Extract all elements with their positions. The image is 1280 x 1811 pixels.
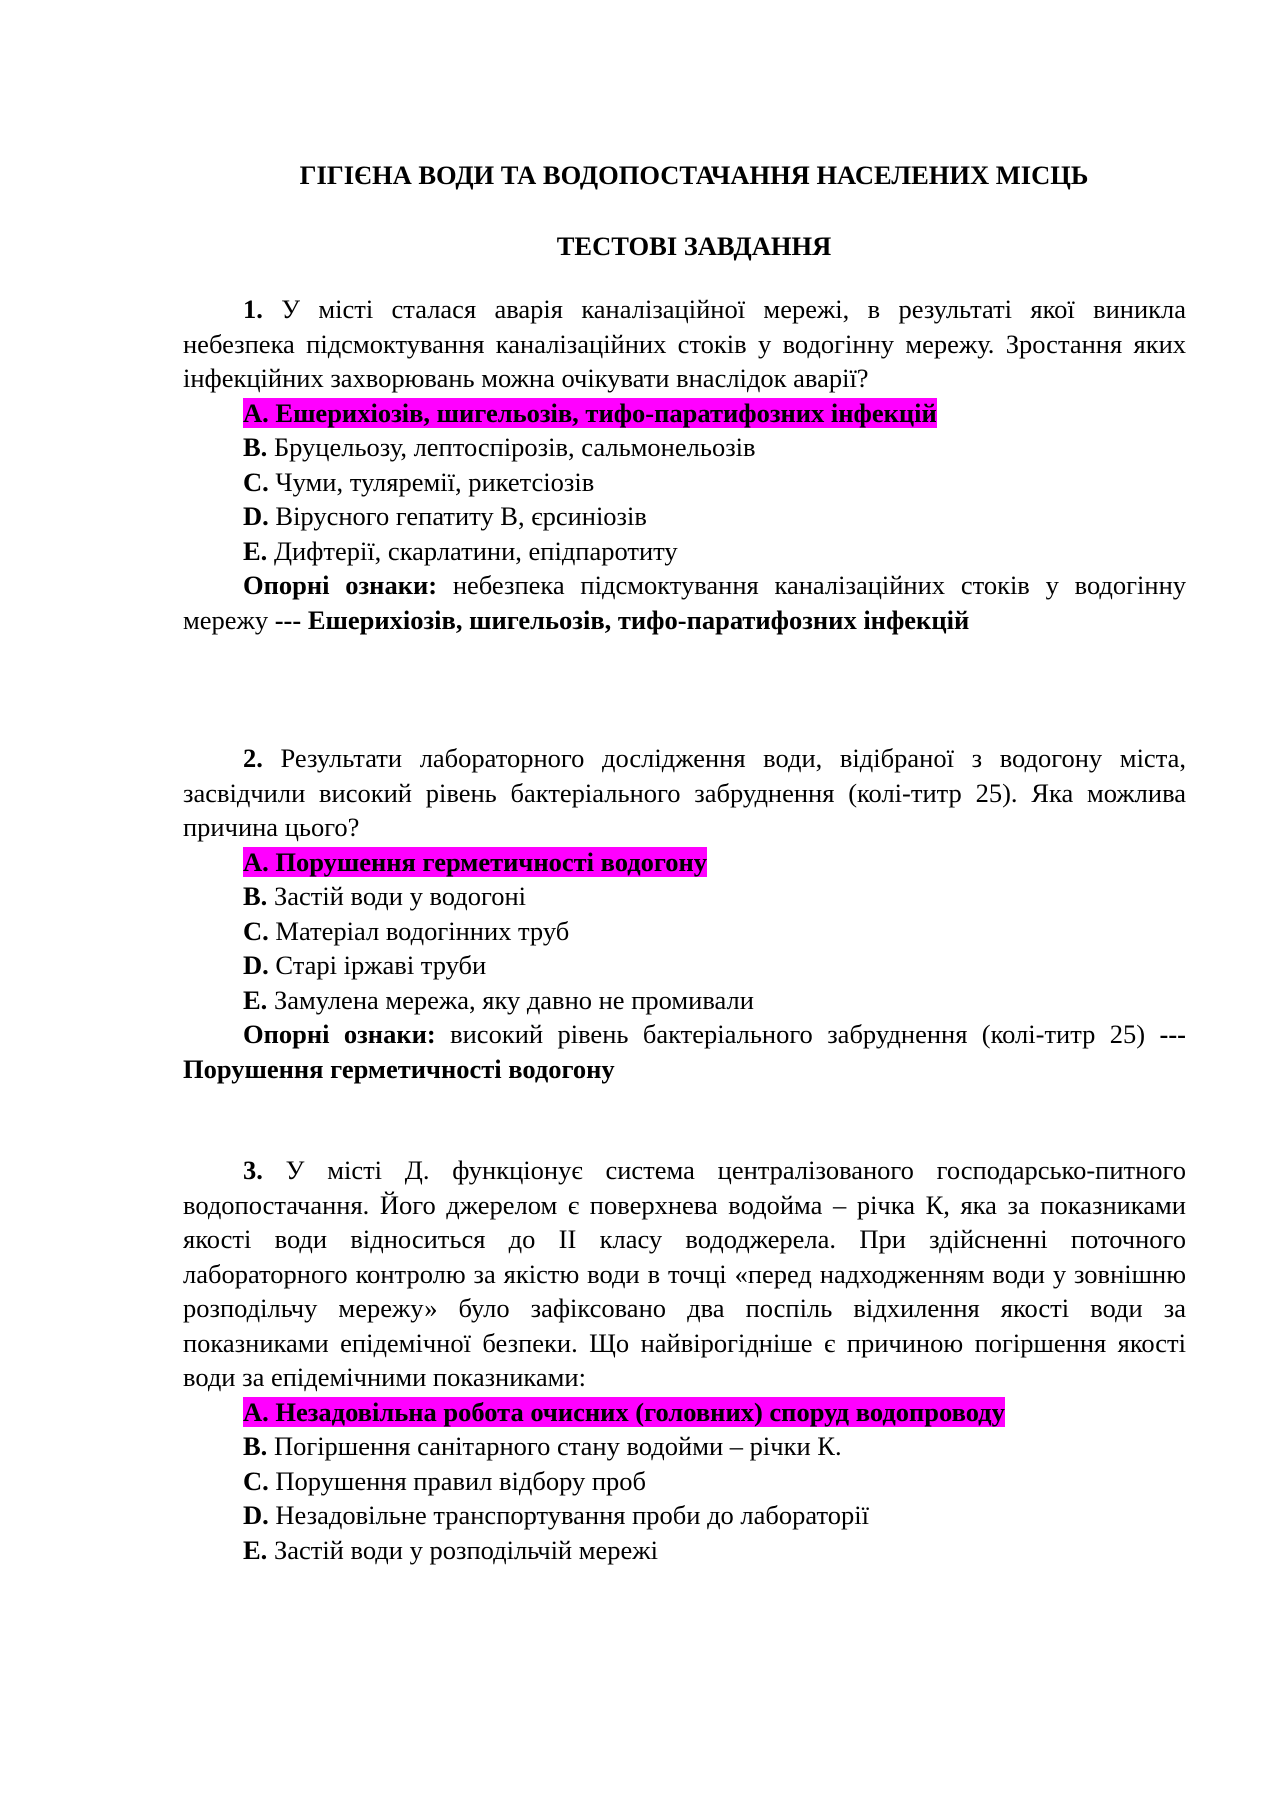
correct-answer: A. Ешерихіозів, шигельозів, тифо-паратифозних інфекцій (243, 397, 937, 428)
option-text: Матеріал водогінних труб (268, 915, 570, 946)
question-number: 2. (243, 743, 263, 773)
answer-option-a (243, 845, 1186, 880)
question-text (183, 741, 1186, 845)
answer-option-c (243, 465, 1186, 500)
answer-option-b (243, 430, 1186, 465)
key-label: Опорні ознаки: (243, 1019, 436, 1049)
question-3 (183, 1153, 1186, 1567)
document-subtitle: ТЕСТОВІ ЗАВДАННЯ (556, 231, 832, 261)
option-text: Застій води у розподільчій мережі (267, 1534, 658, 1565)
option-text: Старі іржаві труби (268, 950, 487, 980)
option-letter: B. (243, 1431, 268, 1461)
correct-answer: A. Порушення герметичності водогону (243, 846, 708, 877)
question-number: 3. (243, 1155, 263, 1185)
answer-option-e (243, 983, 1186, 1018)
answer-option-c (243, 1464, 1186, 1499)
key-answer: --- Ешерихіозів, шигельозів, тифо-паратифозних інфекцій (274, 604, 970, 635)
option-letter: E. (243, 1534, 268, 1565)
option-text: Дифтерії, скарлатини, епідпаротиту (267, 535, 678, 566)
answer-option-a (243, 1395, 1186, 1430)
option-letter: C. (243, 1465, 269, 1496)
answer-option-c (243, 914, 1186, 949)
option-letter: B. (243, 881, 268, 911)
answer-option-b (243, 1429, 1186, 1464)
question-number: 1. (243, 294, 263, 324)
key-text: високий рівень бактеріального забруднення (колі-титр 25) (435, 1019, 1160, 1049)
option-letter: C. (243, 466, 269, 497)
option-letter: D. (243, 950, 269, 980)
option-letter: B. (243, 432, 268, 462)
option-text: Погіршення санітарного стану водойми – річки К. (267, 1431, 842, 1461)
document-title: ГІГІЄНА ВОДИ ТА ВОДОПОСТАЧАННЯ НАСЕЛЕНИХ МІСЦЬ (299, 160, 1089, 190)
answer-option-e (243, 1533, 1186, 1568)
answer-option-d (243, 499, 1186, 534)
option-text: Застій води у водогоні (267, 881, 527, 911)
correct-answer: A. Незадовільна робота очисних (головних) споруд водопроводу (243, 1396, 1005, 1427)
answer-option-a (243, 396, 1186, 431)
key-answer: --- Порушення герметичності водогону (183, 1019, 1187, 1084)
key-text: небезпека підсмоктування каналізаційних стоків у водогінну мережу (183, 570, 1187, 635)
key-signs (183, 568, 1186, 637)
option-text: Вірусного гепатиту В, єрсиніозів (268, 501, 647, 531)
option-letter: E. (243, 535, 268, 566)
key-signs (183, 1017, 1186, 1086)
question-body: У місті Д. функціонує система централізованого господарсько-питного водопостачання. Його джерелом є поверхнева водойма – річка К, яка за показниками якості води відноситься до II класу вододжерела. При здійсненні поточного лабораторного контролю за якістю води в точці «перед надходженням води у зовнішню розподільчу мережу» було зафіксовано два поспіль відхилення якості води за показниками епідемічної безпеки. Що найвірогідніше є причиною погіршення якості води за епідемічними показниками: (183, 1155, 1186, 1392)
answer-option-d (243, 1498, 1186, 1533)
answer-option-d (243, 948, 1186, 983)
key-label: Опорні ознаки: (243, 570, 438, 600)
option-letter: D. (243, 501, 269, 531)
option-text: Порушення правил відбору проб (268, 1465, 647, 1496)
option-text: Чуми, туляремії, рикетсіозів (268, 466, 595, 497)
option-text: Замулена мережа, яку давно не промивали (267, 984, 754, 1015)
option-text: Незадовільне транспортування проби до лабораторії (268, 1500, 869, 1530)
answer-option-b (243, 879, 1186, 914)
question-text (183, 292, 1186, 396)
question-body: У місті сталася аварія каналізаційної мережі, в результаті якої виникла небезпека підсмоктування каналізаційних стоків у водогінну мережу. Зростання яких інфекційних захворювань можна очікувати внаслідок аварії? (183, 294, 1186, 393)
question-text (183, 1153, 1186, 1395)
option-letter: E. (243, 984, 268, 1015)
option-letter: D. (243, 1500, 269, 1530)
question-2 (183, 741, 1186, 1086)
answer-option-e (243, 534, 1186, 569)
option-letter: C. (243, 915, 269, 946)
option-text: Бруцельозу, лептоспірозів, сальмонельозів (267, 432, 756, 462)
question-body: Результати лабораторного дослідження води, відібраної з водогону міста, засвідчили високий рівень бактеріального забруднення (колі-титр 25). Яка можлива причина цього? (183, 743, 1186, 842)
question-1 (183, 292, 1186, 637)
